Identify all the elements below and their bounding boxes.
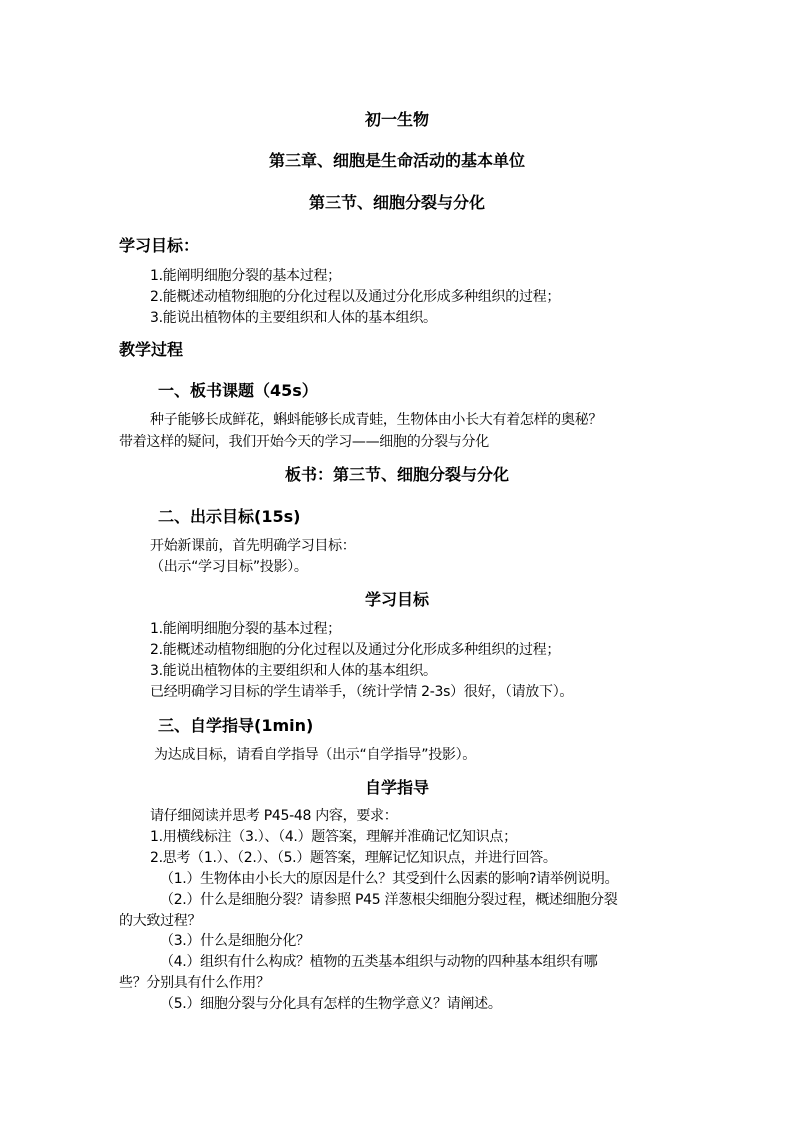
guide-box-title: 自学指导: [364, 778, 429, 797]
part2-text: 开始新课前，首先明确学习目标：: [150, 538, 356, 554]
part3-heading: 三、自学指导(1min): [158, 716, 314, 735]
objectives-heading: 学习目标：: [119, 236, 200, 255]
objective-item: 3.能说出植物体的主要组织和人体的基本组织。: [150, 663, 437, 679]
process-heading: 教学过程: [119, 340, 184, 359]
guide-text: 1.用横线标注（3.）、（4.）题答案，理解并准确记忆知识点；: [150, 829, 517, 845]
guide-question: （2.）什么是细胞分裂？请参照 P45 洋葱根尖细胞分裂过程，概述细胞分裂: [160, 892, 618, 908]
objectives-box-title: 学习目标: [364, 590, 429, 609]
guide-text: 2.思考（1.）、（2.）、（5.）题答案，理解记忆知识点，并进行回答。: [150, 850, 557, 866]
guide-question: 些？分别具有什么作用？: [119, 975, 270, 991]
guide-question: （4.）组织有什么构成？植物的五类基本组织与动物的四种基本组织有哪: [160, 954, 598, 970]
part1-text: 带着这样的疑问，我们开始今天的学习——细胞的分裂与分化: [119, 434, 489, 450]
guide-question: 的大致过程？: [119, 913, 202, 929]
objective-item: 2.能概述动植物细胞的分化过程以及通过分化形成多种组织的过程；: [150, 289, 561, 305]
guide-question: （3.）什么是细胞分化？: [160, 933, 310, 949]
objective-item: 1.能阐明细胞分裂的基本过程；: [150, 268, 341, 284]
guide-text: 请仔细阅读并思考 P45-48 内容，要求：: [150, 808, 398, 824]
guide-question: （1.）生物体由小长大的原因是什么？其受到什么因素的影响?请举例说明。: [160, 871, 619, 887]
section-title: 第三节、细胞分裂与分化: [308, 193, 485, 212]
objective-item: 1.能阐明细胞分裂的基本过程；: [150, 621, 341, 637]
part1-heading: 一、板书课题（45s）: [158, 381, 318, 400]
part3-intro: 为达成目标，请看自学指导（出示“自学指导”投影）。: [154, 747, 477, 763]
guide-question: （5.）细胞分裂与分化具有怎样的生物学意义？请阐述。: [160, 996, 502, 1012]
chapter-title: 第三章、细胞是生命活动的基本单位: [268, 151, 525, 170]
part1-text: 种子能够长成鲜花，蝌蚪能够长成青蛙，生物体由小长大有着怎样的奥秘？: [150, 412, 603, 428]
subject-title: 初一生物: [364, 110, 429, 129]
board-title: 板书：第三节、细胞分裂与分化: [284, 465, 509, 484]
part2-heading: 二、出示目标(15s): [158, 507, 301, 526]
objective-item: 2.能概述动植物细胞的分化过程以及通过分化形成多种组织的过程；: [150, 642, 561, 658]
part2-text: 已经明确学习目标的学生请举手，（统计学情 2-3s）很好，（请放下）。: [150, 684, 574, 700]
part2-text: （出示“学习目标”投影）。: [150, 559, 308, 575]
objective-item: 3.能说出植物体的主要组织和人体的基本组织。: [150, 310, 437, 326]
